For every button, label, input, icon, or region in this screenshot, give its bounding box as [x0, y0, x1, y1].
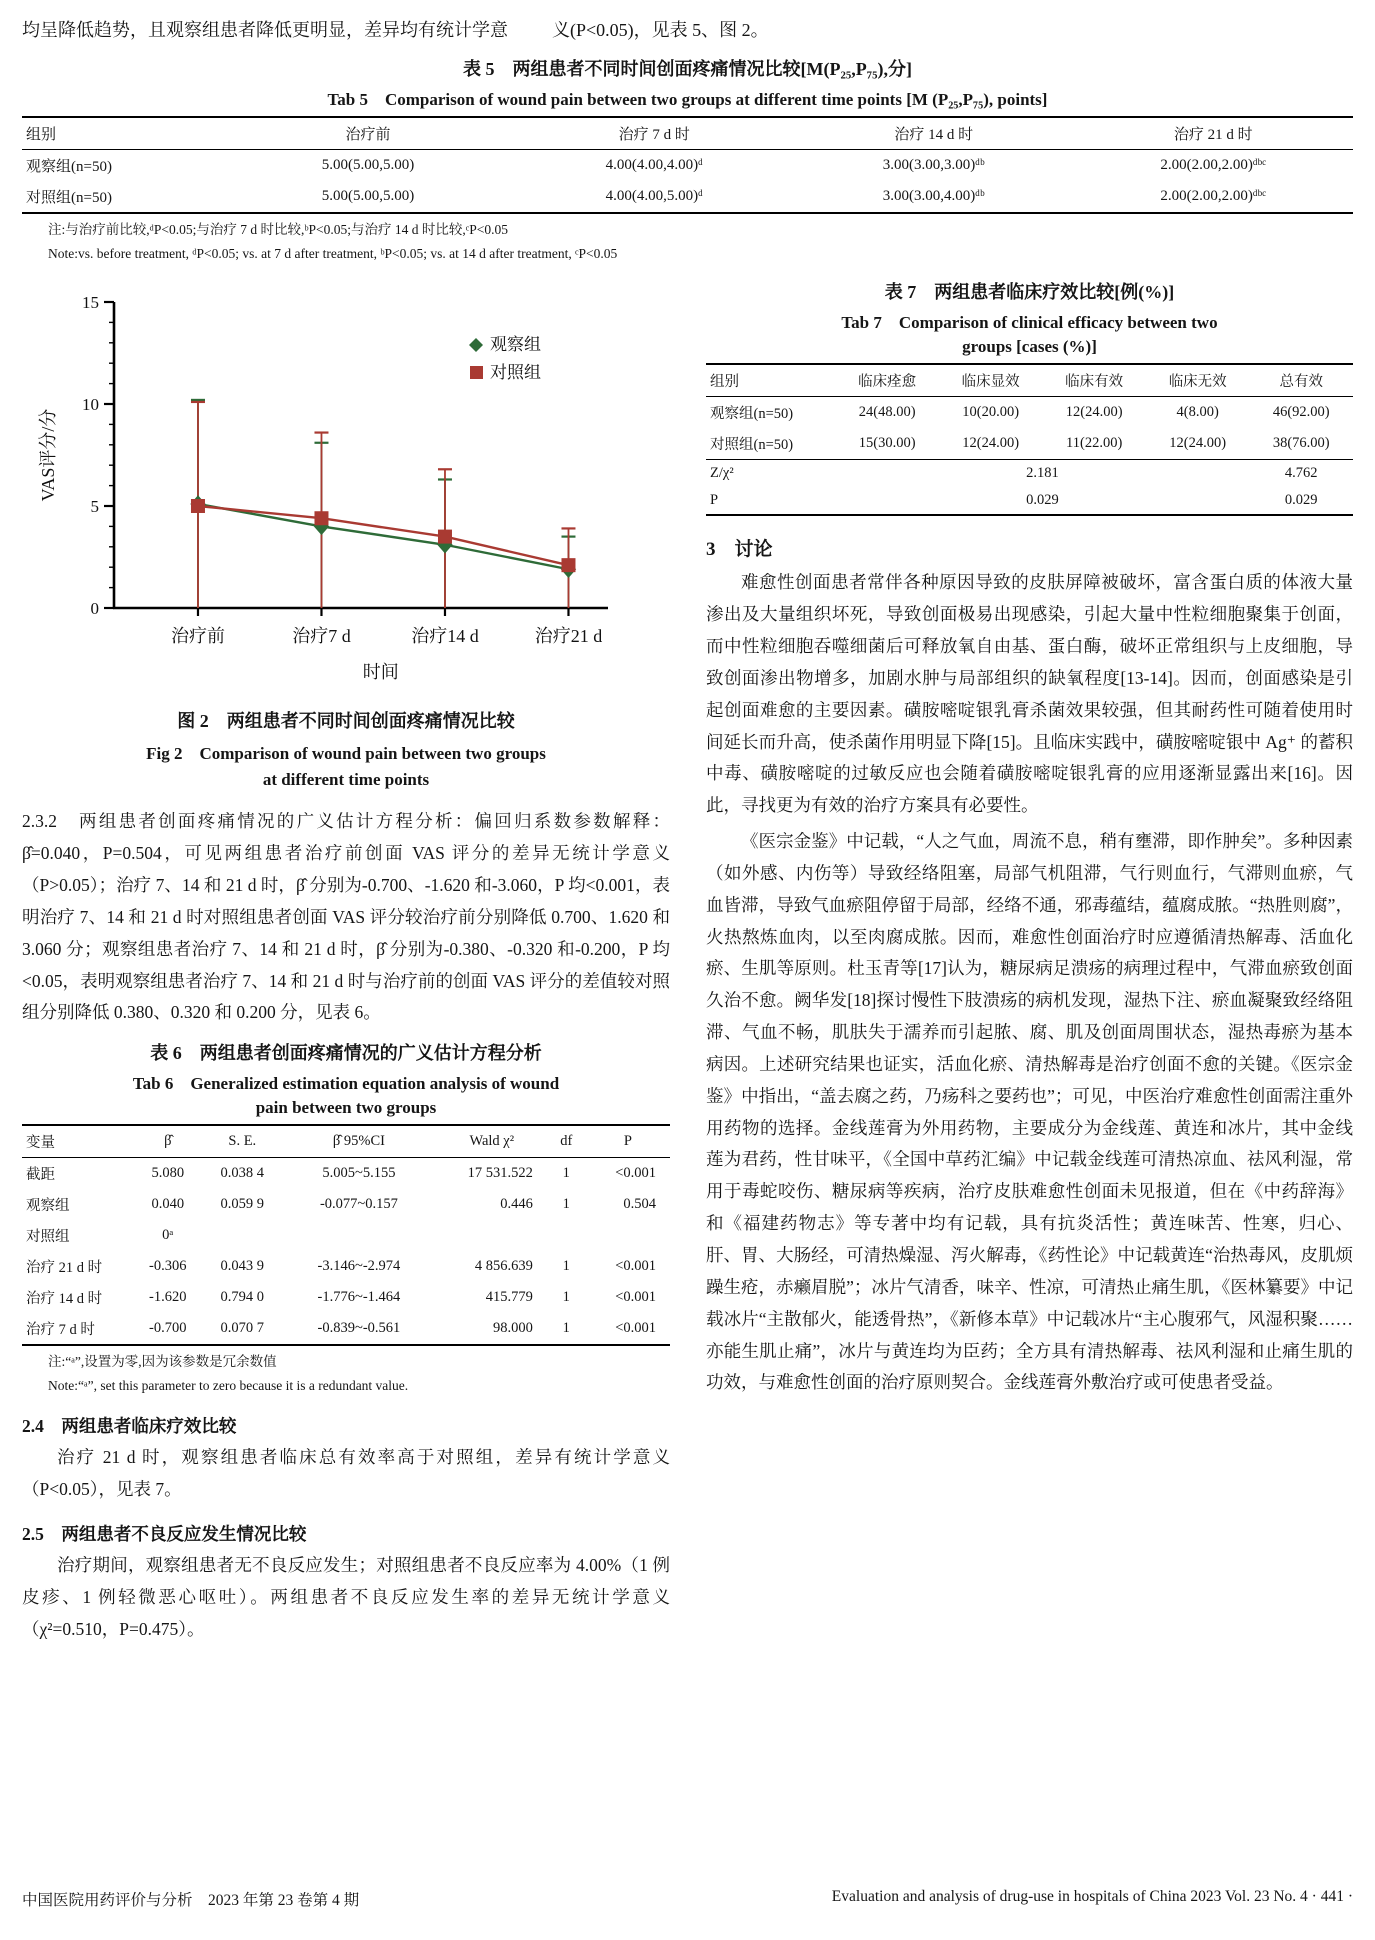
- tab7-header: 临床有效: [1042, 364, 1146, 397]
- fig2-caption-zh: 图 2 两组患者不同时间创面疼痛情况比较: [177, 711, 515, 732]
- tab6-cell: -0.077~0.157: [319, 1196, 398, 1213]
- tab6-cell: <0.001: [615, 1289, 656, 1306]
- tab5-header: 治疗 21 d 时: [1073, 117, 1353, 150]
- section-2-4-paragraph: 治疗 21 d 时，观察组患者临床总有效率高于对照组，差异有统计学意义（P<0.05），见表 7。: [22, 1446, 670, 1499]
- tab7-cell: 24(48.00): [858, 404, 916, 421]
- table-5: [22, 116, 1353, 214]
- tab6-cell: 4 856.639: [474, 1258, 533, 1275]
- section-2-3-2-paragraph: 2.3.2 两组患者创面疼痛情况的广义估计方程分析：偏回归系数参数解释：β̂=0.040，P=0.504，可见两组患者治疗前创面 VAS 评分的差异无统计学意义（P>0.05）；治疗 7、14 和 21 d 时，β̂ 分别为-0.700、-1.620 和-3.060，P 均<0.001，表明治疗 7、14 和 21 d 时对照组患者创面 VAS 评分较治疗前分别降低 0.700、1.620 和 3.060 分；观察组患者治疗 7、14 和 21 d 时，β̂ 分别为-0.380、-0.320 和-0.200，P 均<0.05，表明观察组患者治疗 7、14 和 21 d 时与治疗前的创面 VAS 评分的差值较对照组分别降低 0.380、0.320 和 0.200 分，见表 6。: [22, 811, 670, 1023]
- tab5-title-zh: 表 5 两组患者不同时间创面疼痛情况比较[M(P₂₅,P₇₅),分]: [462, 58, 913, 79]
- tab7-stat-value: 0.029: [1026, 492, 1059, 509]
- tab6-cell: [281, 1220, 437, 1251]
- table-row: [22, 1251, 670, 1282]
- tab6-note-en: Note:“ᵃ”, set this parameter to zero because it is a redundant value.: [48, 1378, 409, 1394]
- left-column: [22, 278, 670, 1646]
- fig2-chart: [28, 282, 670, 697]
- tab6-cell: 观察组: [26, 1198, 70, 1215]
- table-row: [22, 1158, 670, 1190]
- table-row-stat: [706, 487, 1353, 515]
- tab6-header: β̂: [132, 1125, 203, 1158]
- tab7-cell: 38(76.00): [1272, 435, 1330, 452]
- tab6-cell: 截距: [26, 1167, 55, 1184]
- tab5-cell: 2.00(2.00,2.00)ᵈᵇᶜ: [1160, 156, 1267, 173]
- tab5-cell: 2.00(2.00,2.00)ᵈᵇᶜ: [1160, 187, 1267, 204]
- tab6-cell: 98.000: [492, 1320, 533, 1337]
- tab6-cell: 0.043 9: [220, 1258, 265, 1275]
- section-3-heading: 3 讨论: [706, 539, 773, 561]
- tab7-stat-label: Z/χ²: [710, 465, 734, 482]
- tab6-cell: 0.504: [623, 1196, 656, 1213]
- tab7-stat-value: 0.029: [1284, 492, 1318, 509]
- table-row: [22, 1189, 670, 1220]
- tab7-cell: 11(22.00): [1066, 435, 1123, 452]
- tab7-stat-label: P: [710, 492, 719, 509]
- section-2-5-heading: 2.5 两组患者不良反应发生情况比较: [22, 1524, 307, 1545]
- tab5-header: 治疗前: [222, 117, 515, 150]
- footer-journal-zh: 中国医院用药评价与分析 2023 年第 23 卷第 4 期: [22, 1892, 360, 1909]
- section-2-4-heading: 2.4 两组患者临床疗效比较: [22, 1415, 237, 1436]
- tab6-cell: 治疗 7 d 时: [26, 1322, 95, 1339]
- tab6-cell: 0.038 4: [220, 1165, 265, 1182]
- tab7-cell: 10(20.00): [962, 404, 1020, 421]
- table-row: [22, 181, 1353, 213]
- tab7-title-en-line2: groups [cases (%)]: [962, 337, 1097, 357]
- tab7-header: 临床显效: [939, 364, 1043, 397]
- table-row: [706, 428, 1353, 460]
- tab5-header: 治疗 14 d 时: [794, 117, 1074, 150]
- tab7-cell: 12(24.00): [1169, 435, 1227, 452]
- tab7-header: 临床无效: [1146, 364, 1250, 397]
- tab5-cell: 对照组(n=50): [26, 189, 112, 206]
- tab6-cell: [437, 1220, 547, 1251]
- svg-text:VAS评分/分: VAS评分/分: [38, 408, 58, 502]
- tab5-cell: 5.00(5.00,5.00): [321, 156, 415, 173]
- table-7: [706, 363, 1353, 516]
- intro-line: [22, 16, 1353, 45]
- tab6-cell: -0.839~-0.561: [317, 1320, 401, 1337]
- table-6-header-row: [22, 1125, 670, 1158]
- tab5-cell: 5.00(5.00,5.00): [321, 187, 415, 204]
- tab6-title-en-line1: Tab 6 Generalized estimation equation analysis of wound: [132, 1074, 560, 1094]
- tab6-cell: [586, 1220, 670, 1251]
- tab5-note-en: Note:vs. before treatment, ᵈP<0.05; vs. at 7 d after treatment, ᵇP<0.05; vs. at 14 d after treatment, ᶜP<0.05: [48, 246, 618, 262]
- tab6-cell: 5.005~5.155: [322, 1165, 396, 1182]
- fig2-caption-en: [22, 741, 670, 792]
- tab5-cell: 3.00(3.00,3.00)ᵈᵇ: [882, 156, 985, 173]
- fig2-caption-en-line2: at different time points: [262, 769, 430, 789]
- tab6-cell: 5.080: [151, 1165, 185, 1182]
- tab6-cell: 1: [562, 1289, 570, 1306]
- tab6-cell: 0ᵃ: [162, 1227, 174, 1244]
- discussion-paragraph-2: 《医宗金鉴》中记载，“人之气血，周流不息，稍有壅滞，即作肿矣”。多种因素（如外感、内伤等）导致经络阻塞，局部气机阻滞，气行则血行，气滞则血瘀，气血皆滞，导致气血瘀阻停留于局部，经络不通，邪毒蕴结，蕴腐成脓。“热胜则腐”，火热熬炼血肉，以至肉腐成脓。因而，难愈性创面治疗时应遵循清热解毒、活血化瘀、生肌等原则。杜玉青等[17]认为，糖尿病足溃疡的病理过程中，气滞血瘀致创面久治不愈。阙华发[18]探讨慢性下肢溃疡的病机发现，湿热下注、瘀血凝聚致经络阻滞、气血不畅，肌肤失于濡养而引起脓、腐、肌及创面周围状态，湿热毒瘀为基本病因。上述研究结果也证实，活血化瘀、清热解毒是治疗创面不愈的关键。《医宗金鉴》中指出，“盖去腐之药，乃疡科之要药也”；可见，中医治疗难愈性创面需注重外用药物的选择。金线莲膏为外用药物，主要成分为金线莲、黄连和冰片，其中金线莲为君药，性甘味平，《全国中草药汇编》中记载金线莲可清热凉血、祛风利湿，常用于毒蛇咬伤、糖尿病等疾病，治疗皮肤难愈性创面未见报道，但在《中药辞海》和《福建药物志》等专著中均有记载，具有抗炎活性；黄连味苦、性寒，归心、肝、胃、大肠经，可清热燥湿、泻火解毒，《药性论》中记载黄连“治热毒风，皮肌烦躁生疮，赤癞眉脱”；冰片气清香，味辛、性凉，可清热止痛生肌，《医林纂要》中记载冰片“主散郁火，能透骨热”，《新修本草》中记载冰片“主心腹邪气，风湿积聚……亦能生肌止痛”，冰片与黄连均为臣药；全方具有清热解毒、祛风利湿和止痛生肌的功效，与难愈性创面的治疗原则契合。金线莲膏外敷治疗或可使患者受益。: [706, 831, 1353, 1393]
- tab6-cell: 0.070 7: [220, 1320, 265, 1337]
- svg-text:观察组: 观察组: [490, 335, 541, 355]
- page-footer: [22, 1888, 1353, 1910]
- tab6-cell: 对照组: [26, 1229, 70, 1246]
- tab6-cell: -3.146~-2.974: [317, 1258, 401, 1275]
- tab6-cell: 治疗 21 d 时: [26, 1260, 103, 1277]
- tab7-cell: 12(24.00): [1065, 404, 1123, 421]
- tab6-cell: -1.620: [149, 1289, 187, 1306]
- tab7-cell: 15(30.00): [858, 435, 916, 452]
- tab5-title-en: Tab 5 Comparison of wound pain between two groups at different time points [M (P₂₅,P₇₅), points]: [327, 89, 1048, 109]
- svg-text:5: 5: [90, 497, 99, 517]
- table-row-stat: [706, 460, 1353, 488]
- tab7-header: 组别: [706, 364, 835, 397]
- tab7-title-zh: 表 7 两组患者临床疗效比较[例(%)]: [884, 282, 1175, 303]
- svg-text:治疗前: 治疗前: [170, 626, 225, 647]
- tab7-cell: 4(8.00): [1176, 404, 1219, 421]
- tab5-cell: 4.00(4.00,4.00)ᵈ: [605, 156, 703, 173]
- tab6-cell: 1: [562, 1258, 570, 1275]
- table-7-header-row: [706, 364, 1353, 397]
- tab6-cell: 1: [562, 1320, 570, 1337]
- table-row: [706, 397, 1353, 429]
- tab7-stat-value: 4.762: [1284, 465, 1318, 482]
- table-row: [22, 149, 1353, 181]
- tab6-cell: [547, 1220, 586, 1251]
- section-2-5-paragraph: 治疗期间，观察组患者无不良反应发生；对照组患者不良反应率为 4.00%（1 例皮疹、1 例轻微恶心呕吐）。两组患者不良反应发生率的差异无统计学意义（χ²=0.510，P=0.475）。: [22, 1555, 670, 1640]
- tab6-cell: -0.306: [149, 1258, 187, 1275]
- table-6: [22, 1124, 670, 1346]
- tab6-cell: <0.001: [615, 1165, 656, 1182]
- tab5-cell: 4.00(4.00,5.00)ᵈ: [605, 187, 703, 204]
- table-row: [22, 1220, 670, 1251]
- tab6-title-en-line2: pain between two groups: [255, 1098, 437, 1118]
- footer-journal-en: Evaluation and analysis of drug-use in hospitals of China 2023 Vol. 23 No. 4 · 441 ·: [831, 1888, 1353, 1905]
- tab6-header: 变量: [22, 1125, 132, 1158]
- tab5-note-zh: 注:与治疗前比较,ᵈP<0.05;与治疗 7 d 时比较,ᵇP<0.05;与治疗 14 d 时比较,ᶜP<0.05: [48, 221, 508, 237]
- tab6-header: P: [586, 1125, 670, 1158]
- tab6-cell: 1: [562, 1196, 570, 1213]
- tab7-header: 总有效: [1249, 364, 1353, 397]
- tab5-header: 组别: [22, 117, 222, 150]
- tab7-stat-value: 2.181: [1026, 465, 1059, 482]
- fig2-caption-en-line1: Fig 2 Comparison of wound pain between two groups: [146, 744, 546, 764]
- tab6-cell: -0.700: [149, 1320, 187, 1337]
- table-5-header-row: [22, 117, 1353, 150]
- tab6-cell: 0.794 0: [220, 1289, 265, 1306]
- tab6-cell: 1: [562, 1165, 570, 1182]
- tab6-note-zh: 注:“ᵃ”,设置为零,因为该参数是冗余数值: [48, 1354, 277, 1370]
- tab7-cell: 对照组(n=50): [710, 437, 794, 454]
- tab6-cell: 0.059 9: [220, 1196, 265, 1213]
- svg-text:10: 10: [82, 395, 99, 415]
- tab6-cell: <0.001: [615, 1320, 656, 1337]
- tab6-cell: 415.779: [485, 1289, 533, 1306]
- svg-text:时间: 时间: [362, 662, 399, 683]
- intro-right-text: 义(P<0.05)，见表 5、图 2。: [552, 20, 769, 40]
- tab5-cell: 观察组(n=50): [26, 158, 112, 175]
- tab6-cell: [203, 1220, 281, 1251]
- discussion-paragraph-1: 难愈性创面患者常伴各种原因导致的皮肤屏障被破坏，富含蛋白质的体液大量渗出及大量组织坏死，导致创面极易出现感染，引起大量中性粒细胞聚集于创面，而中性粒细胞吞噬细菌后可释放氧自由基、蛋白酶，破坏正常组织与上皮细胞，导致创面渗出物增多，加剧水肿与局部组织的缺氧程度[13-14]。因而，创面感染是引起创面难愈的主要因素。磺胺嘧啶银乳膏杀菌效果较强，但其耐药性可随着使用时间延长而升高，使杀菌作用明显下降[15]。且临床实践中，磺胺嘧啶银中 Ag⁺ 的蓄积中毒、磺胺嘧啶的过敏反应也会随着磺胺嘧啶银乳膏的应用逐渐显露出来[16]。因此，寻找更为有效的治疗方案具有必要性。: [706, 572, 1353, 816]
- right-column: [706, 278, 1353, 1399]
- tab6-cell: 治疗 14 d 时: [26, 1291, 103, 1308]
- svg-text:0: 0: [90, 599, 99, 619]
- svg-text:对照组: 对照组: [490, 363, 541, 383]
- tab7-header: 临床痊愈: [835, 364, 939, 397]
- svg-text:治疗14 d: 治疗14 d: [411, 626, 479, 647]
- tab6-cell: 0.446: [500, 1196, 533, 1213]
- svg-text:15: 15: [82, 293, 99, 313]
- tab6-cell: 0.040: [151, 1196, 185, 1213]
- tab5-cell: 3.00(3.00,4.00)ᵈᵇ: [882, 187, 985, 204]
- intro-left-text: 均呈降低趋势，且观察组患者降低更明显，差异均有统计学意: [22, 20, 508, 40]
- tab6-cell: -1.776~-1.464: [317, 1289, 401, 1306]
- svg-text:治疗21 d: 治疗21 d: [534, 626, 603, 647]
- tab7-cell: 12(24.00): [962, 435, 1020, 452]
- tab6-header: df: [547, 1125, 586, 1158]
- tab6-cell: <0.001: [615, 1258, 656, 1275]
- tab7-cell: 观察组(n=50): [710, 406, 794, 423]
- tab6-header: S. E.: [203, 1125, 281, 1158]
- tab7-title-en-line1: Tab 7 Comparison of clinical efficacy between two: [841, 313, 1218, 333]
- tab7-cell: 46(92.00): [1272, 404, 1330, 421]
- table-row: [22, 1313, 670, 1345]
- tab6-title-zh: 表 6 两组患者创面疼痛情况的广义估计方程分析: [150, 1043, 542, 1064]
- table-row: [22, 1282, 670, 1313]
- vas-line-chart: [28, 282, 628, 692]
- svg-text:治疗7 d: 治疗7 d: [292, 626, 351, 647]
- tab6-header: β̂ 95%CI: [281, 1125, 437, 1158]
- tab6-header: Wald χ²: [437, 1125, 547, 1158]
- tab6-cell: 17 531.522: [467, 1165, 533, 1182]
- tab5-header: 治疗 7 d 时: [514, 117, 794, 150]
